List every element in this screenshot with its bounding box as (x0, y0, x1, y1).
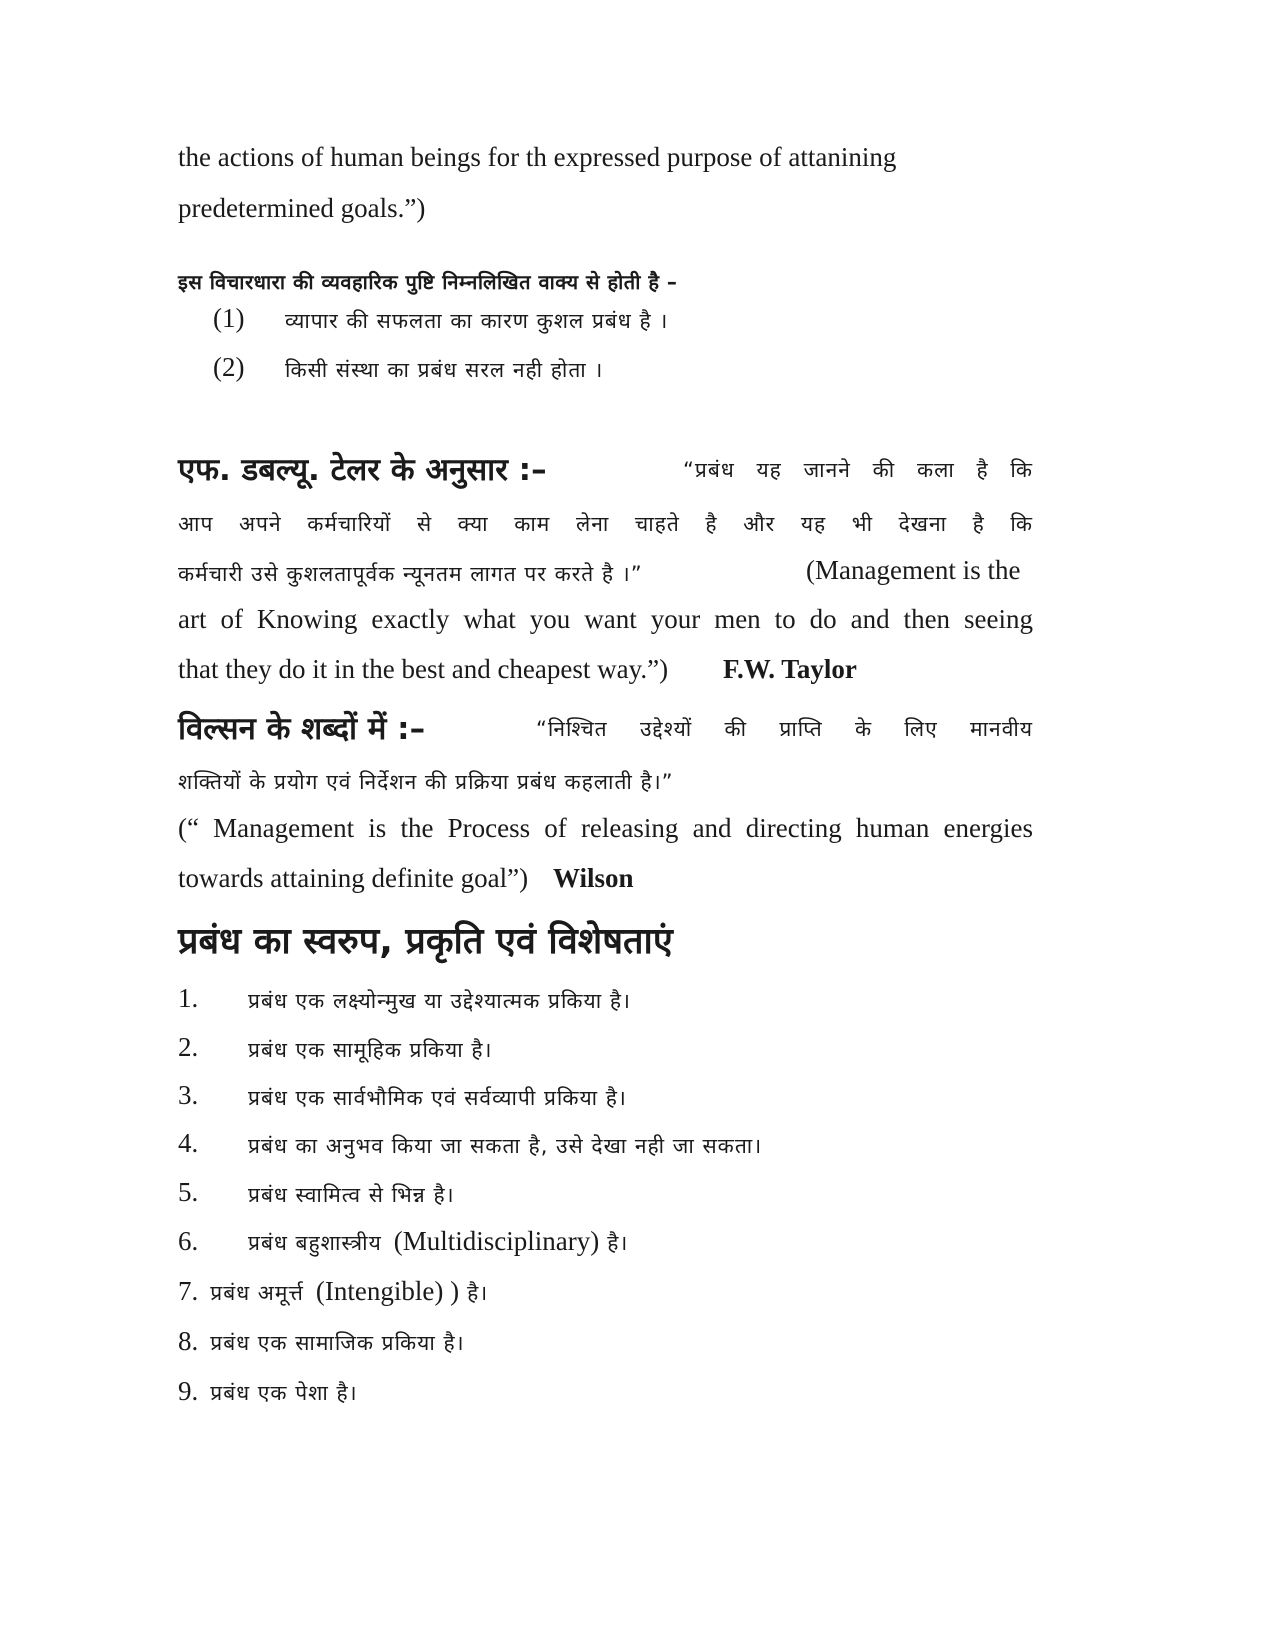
nature-item-tail-6: है। (607, 1231, 629, 1255)
nature-heading: प्रबंध का स्वरुप, प्रकृति एवं विशेषताएं (178, 921, 673, 962)
nature-item-text-8: प्रबंध एक सामाजिक प्रकिया है। (210, 1331, 465, 1355)
nature-item-num-9: 9. (178, 1376, 199, 1406)
nature-item-text-5: प्रबंध स्वामित्व से भिन्न है। (248, 1183, 455, 1207)
nature-item-num-8: 8. (178, 1326, 199, 1356)
nature-item-num-3: 3. (178, 1080, 199, 1110)
wilson-english-line-1: (“ Management is the Process of releasing and directing human energies (178, 813, 1033, 843)
practical-item-text-2: किसी संस्था का प्रबंध सरल नही होता । (285, 358, 604, 382)
taylor-author: F.W. Taylor (723, 654, 857, 684)
nature-item-tail-7: है। (467, 1281, 489, 1305)
nature-item-text-9: प्रबंध एक पेशा है। (210, 1381, 358, 1405)
nature-item-en-7: (Intengible) ) (315, 1276, 460, 1306)
taylor-hindi-line-1: “प्रबंध यह जानने की कला है कि (683, 458, 1033, 482)
intro-line-2: predetermined goals.”) (178, 193, 426, 223)
nature-item-text-4: प्रबंध का अनुभव किया जा सकता है, उसे देखा नही जा सकता। (248, 1134, 763, 1158)
nature-item-num-5: 5. (178, 1177, 199, 1207)
taylor-english-line-5: that they do it in the best and cheapest way.”) (178, 654, 669, 684)
nature-item-9 (178, 1376, 358, 1407)
nature-item-text-2: प्रबंध एक सामूहिक प्रकिया है। (248, 1038, 493, 1062)
nature-item-6 (248, 1226, 628, 1257)
nature-item-num-4: 4. (178, 1128, 199, 1158)
nature-item-text-1: प्रबंध एक लक्ष्योन्मुख या उद्देश्यात्मक प्रकिया है। (248, 989, 631, 1013)
practical-item-num-1: (1) (213, 303, 245, 333)
nature-item-text-7: प्रबंध अमूर्त्त (210, 1281, 304, 1305)
taylor-hindi-line-3: कर्मचारी उसे कुशलतापूर्वक न्यूनतम लागत पर करते है ।” (178, 562, 643, 586)
practical-heading: इस विचारधारा की व्यवहारिक पुष्टि निम्नलिखित वाक्य से होती है – (178, 270, 678, 294)
nature-item-8 (178, 1326, 465, 1357)
wilson-hindi-line-2: शक्तियों के प्रयोग एवं निर्देशन की प्रक्रिया प्रबंध कहलाती है।” (178, 770, 674, 794)
intro-line-1: the actions of human beings for th expressed purpose of attanining (178, 142, 897, 172)
nature-item-7 (178, 1276, 488, 1307)
nature-item-text-6: प्रबंध बहुशास्त्रीय (248, 1231, 382, 1255)
nature-item-num-6: 6. (178, 1226, 199, 1256)
taylor-hindi-line-2: आप अपने कर्मचारियों से क्या काम लेना चाहते है और यह भी देखना है कि (178, 512, 1033, 536)
nature-item-num-2: 2. (178, 1032, 199, 1062)
nature-item-text-3: प्रबंध एक सार्वभौमिक एवं सर्वव्यापी प्रकिया है। (248, 1086, 627, 1110)
nature-item-en-6: (Multidisciplinary) (393, 1226, 600, 1256)
nature-item-num-1: 1. (178, 983, 199, 1013)
wilson-english-line-2: towards attaining definite goal”) (178, 863, 529, 893)
taylor-heading: एफ. डबल्यू. टेलर के अनुसार :– (178, 452, 547, 488)
practical-item-num-2: (2) (213, 352, 245, 382)
taylor-english-line-4: art of Knowing exactly what you want your men to do and then seeing (178, 604, 1033, 634)
wilson-author: Wilson (553, 863, 634, 893)
practical-item-text-1: व्यापार की सफलता का कारण कुशल प्रबंध है । (285, 309, 669, 333)
wilson-heading: विल्सन के शब्दों में :– (178, 711, 426, 747)
wilson-hindi-line-1: “निश्चित उद्देश्यों की प्राप्ति के लिए मानवीय (536, 717, 1033, 741)
nature-item-num-7: 7. (178, 1276, 199, 1306)
taylor-english-line-3: (Management is the (806, 555, 1021, 585)
